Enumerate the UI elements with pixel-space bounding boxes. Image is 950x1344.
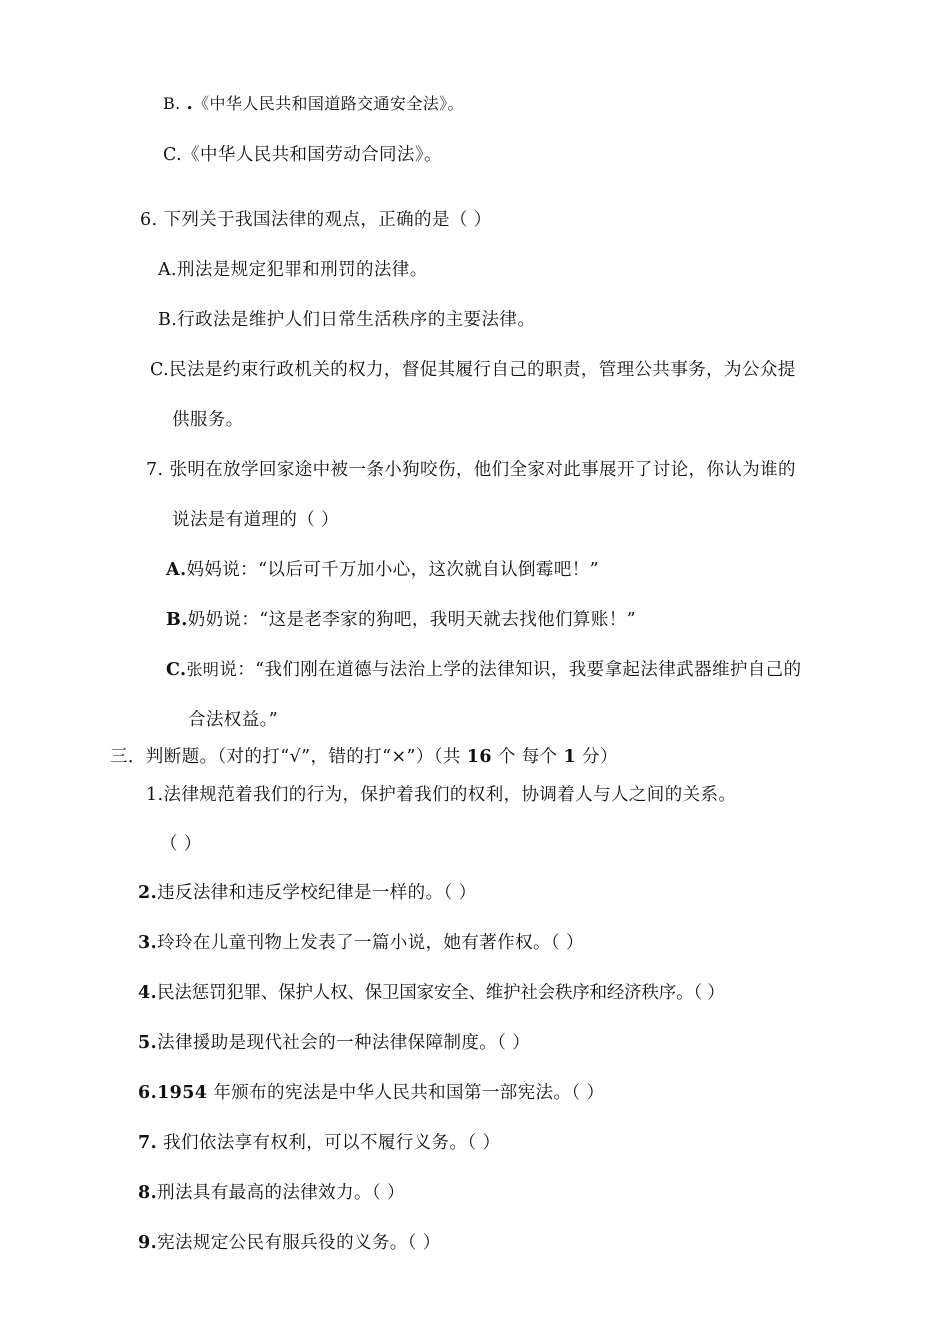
judge-item-text: 玲玲在儿童刊物上发表了一篇小说，她有著作权。（ ）: [157, 933, 584, 953]
section3-header-part-c: 分）: [576, 747, 618, 767]
q7-option-c-line2: 合法权益。”: [188, 710, 279, 730]
judge-item-1: 1.法律规范着我们的行为，保护着我们的权利，协调着人与人之间的关系。: [146, 785, 737, 805]
judge-item-text: 刑法具有最高的法律效力。（ ）: [157, 1183, 405, 1203]
judge-item-number: 2.: [138, 883, 158, 903]
judge-item-number: 9.: [138, 1233, 158, 1253]
judge-item-7: [138, 1131, 500, 1155]
judge-item-text: 违反法律和违反学校纪律是一样的。（ ）: [157, 883, 477, 903]
section3-header: [110, 745, 618, 769]
q6-option-a: A.刑法是规定犯罪和刑罚的法律。: [158, 260, 428, 280]
judge-item-5: [138, 1031, 530, 1055]
section3-question-count: 16: [466, 747, 492, 767]
judge-item-4: [138, 981, 725, 1005]
q6-option-c-line1: C.民法是约束行政机关的权力，督促其履行自己的职责，管理公共事务，为公众提: [150, 360, 796, 380]
q7-option-a-text: 妈妈说：“以后可千万加小心，这次就自认倒霉吧！”: [186, 560, 599, 580]
q7-stem-line2: 说法是有道理的（ ）: [172, 510, 340, 530]
judge-item-text: 法律援助是现代社会的一种法律保障制度。（ ）: [157, 1033, 531, 1053]
judge-item-number: 3.: [138, 933, 158, 953]
judge-item-number: 5.: [138, 1033, 158, 1053]
q7-option-c-label: C.: [166, 660, 187, 680]
judge-item-text: 我们依法享有权利，可以不履行义务。（ ）: [157, 1133, 501, 1153]
judge-item-number: 4.: [138, 983, 158, 1003]
judge-item-number: 6.1954: [138, 1083, 208, 1103]
q7-option-c-speaker: 张明: [186, 660, 220, 679]
q7-option-b: [166, 608, 636, 632]
judge-item-2: [138, 881, 477, 905]
q6-option-b: B.行政法是维护人们日常生活秩序的主要法律。: [158, 310, 536, 330]
judge-item-9: [138, 1231, 441, 1255]
judge-item-1-blank: （ ）: [160, 834, 202, 854]
q6-stem: 6. 下列关于我国法律的观点，正确的是（ ）: [140, 210, 492, 230]
judge-item-number: 8.: [138, 1183, 158, 1203]
q5-option-b-label: B.: [163, 94, 181, 113]
judge-item-text: 民法惩罚犯罪、保护人权、保卫国家安全、维护社会秩序和经济秩序。（ ）: [157, 983, 725, 1003]
judge-item-text: 宪法规定公民有服兵役的义务。（ ）: [157, 1233, 441, 1253]
judge-item-6: [138, 1081, 604, 1105]
section3-header-part-b: 个 每个: [491, 747, 564, 767]
q5-option-b: [163, 92, 464, 116]
q5-option-b-text: 《中华人民共和国道路交通安全法》。: [193, 94, 464, 113]
judge-item-text: 年颁布的宪法是中华人民共和国第一部宪法。（ ）: [207, 1083, 605, 1103]
q7-option-a-label: A.: [166, 560, 187, 580]
judge-item-3: [138, 931, 584, 955]
q5-option-b-dot: .: [186, 94, 194, 114]
q6-option-c-line2: 供服务。: [172, 410, 244, 430]
q7-option-a: [166, 558, 599, 582]
judge-item-number: 7.: [138, 1133, 158, 1153]
q7-stem-line1: 7. 张明在放学回家途中被一条小狗咬伤，他们全家对此事展开了讨论，你认为谁的: [146, 460, 796, 480]
q5-option-c: C.《中华人民共和国劳动合同法》。: [163, 145, 442, 165]
q7-option-b-label: B.: [166, 610, 188, 630]
q7-option-c: [166, 658, 801, 682]
q7-option-b-text: 奶奶说：“这是老李家的狗吧，我明天就去找他们算账！”: [187, 610, 636, 630]
q7-option-c-text: 说：“我们刚在道德与法治上学的法律知识，我要拿起法律武器维护自己的: [219, 660, 802, 680]
section3-header-part-a: 三．判断题。（对的打“√”，错的打“×”）（共: [110, 747, 467, 767]
judge-item-8: [138, 1181, 405, 1205]
section3-point-value: 1: [563, 747, 577, 767]
